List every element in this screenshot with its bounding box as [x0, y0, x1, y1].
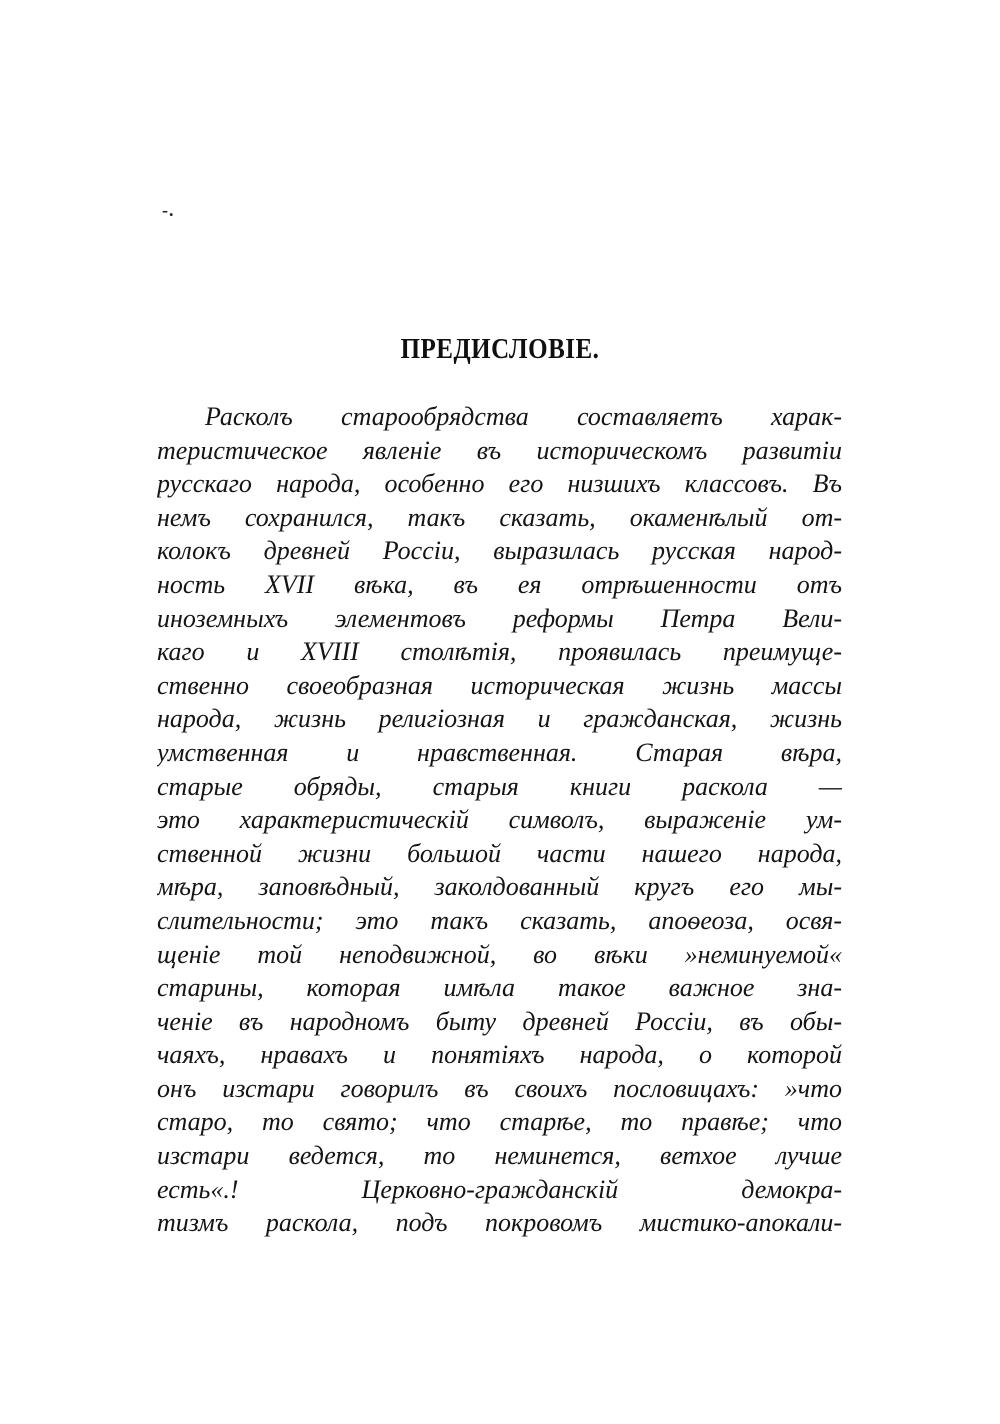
- text-line: теристическое явленіе въ историческомъ развитіи: [157, 435, 842, 465]
- text-line: щеніе той неподвижной, во вѣки »неминуемой«: [157, 939, 842, 969]
- text-line: изстари ведется, то неминется, ветхое лучше: [157, 1141, 842, 1171]
- text-line: мѣра, заповѣдный, заколдованный кругъ его мы-: [157, 872, 842, 902]
- text-line: каго и XVIII столѣтія, проявилась преимуще-: [157, 637, 842, 667]
- text-line: есть«.! Церковно-гражданскій демокра-: [157, 1174, 842, 1204]
- text-line: ственно своеобразная историческая жизнь массы: [157, 670, 842, 700]
- page-mark: -.: [162, 200, 175, 220]
- preface-body: [157, 400, 842, 1240]
- text-line: немъ сохранился, такъ сказать, окаменѣлый от-: [157, 502, 842, 532]
- text-line: иноземныхъ элементовъ реформы Петра Вели-: [157, 603, 842, 633]
- text-line: ченіе въ народномъ быту древней Россіи, въ обы-: [157, 1006, 842, 1036]
- text-line: ность XVII вѣка, въ ея отрѣшенности отъ: [157, 569, 842, 599]
- text-line: колокъ древней Россіи, выразилась русская народ-: [157, 536, 842, 566]
- text-line: слительности; это такъ сказать, апоѳеоза, освя-: [157, 905, 842, 935]
- text-line: старо, то свято; что старѣе, то правѣе; что: [157, 1107, 842, 1137]
- text-line: чаяхъ, нравахъ и понятіяхъ народа, о которой: [157, 1040, 842, 1070]
- text-line: старины, которая имѣла такое важное зна-: [157, 973, 842, 1003]
- text-line: Расколъ старообрядства составляетъ харак-: [205, 402, 842, 431]
- text-line: это характеристическій символъ, выраженіе ум-: [157, 805, 842, 835]
- text-line: тизмъ раскола, подъ покровомъ мистико-апокали-: [157, 1208, 842, 1238]
- text-line: умственная и нравственная. Старая вѣра,: [157, 737, 842, 767]
- text-line: старые обряды, старыя книги раскола —: [157, 771, 842, 801]
- text-line: русскаго народа, особенно его низшихъ классовъ. Въ: [157, 469, 842, 499]
- text-line: ственной жизни большой части нашего народа,: [157, 838, 842, 868]
- text-line: народа, жизнь религіозная и гражданская, жизнь: [157, 704, 842, 734]
- text-line: онъ изстари говорилъ въ своихъ пословицахъ: »что: [157, 1073, 842, 1103]
- page-title: ПРЕДИСЛОВІЕ.: [400, 333, 600, 365]
